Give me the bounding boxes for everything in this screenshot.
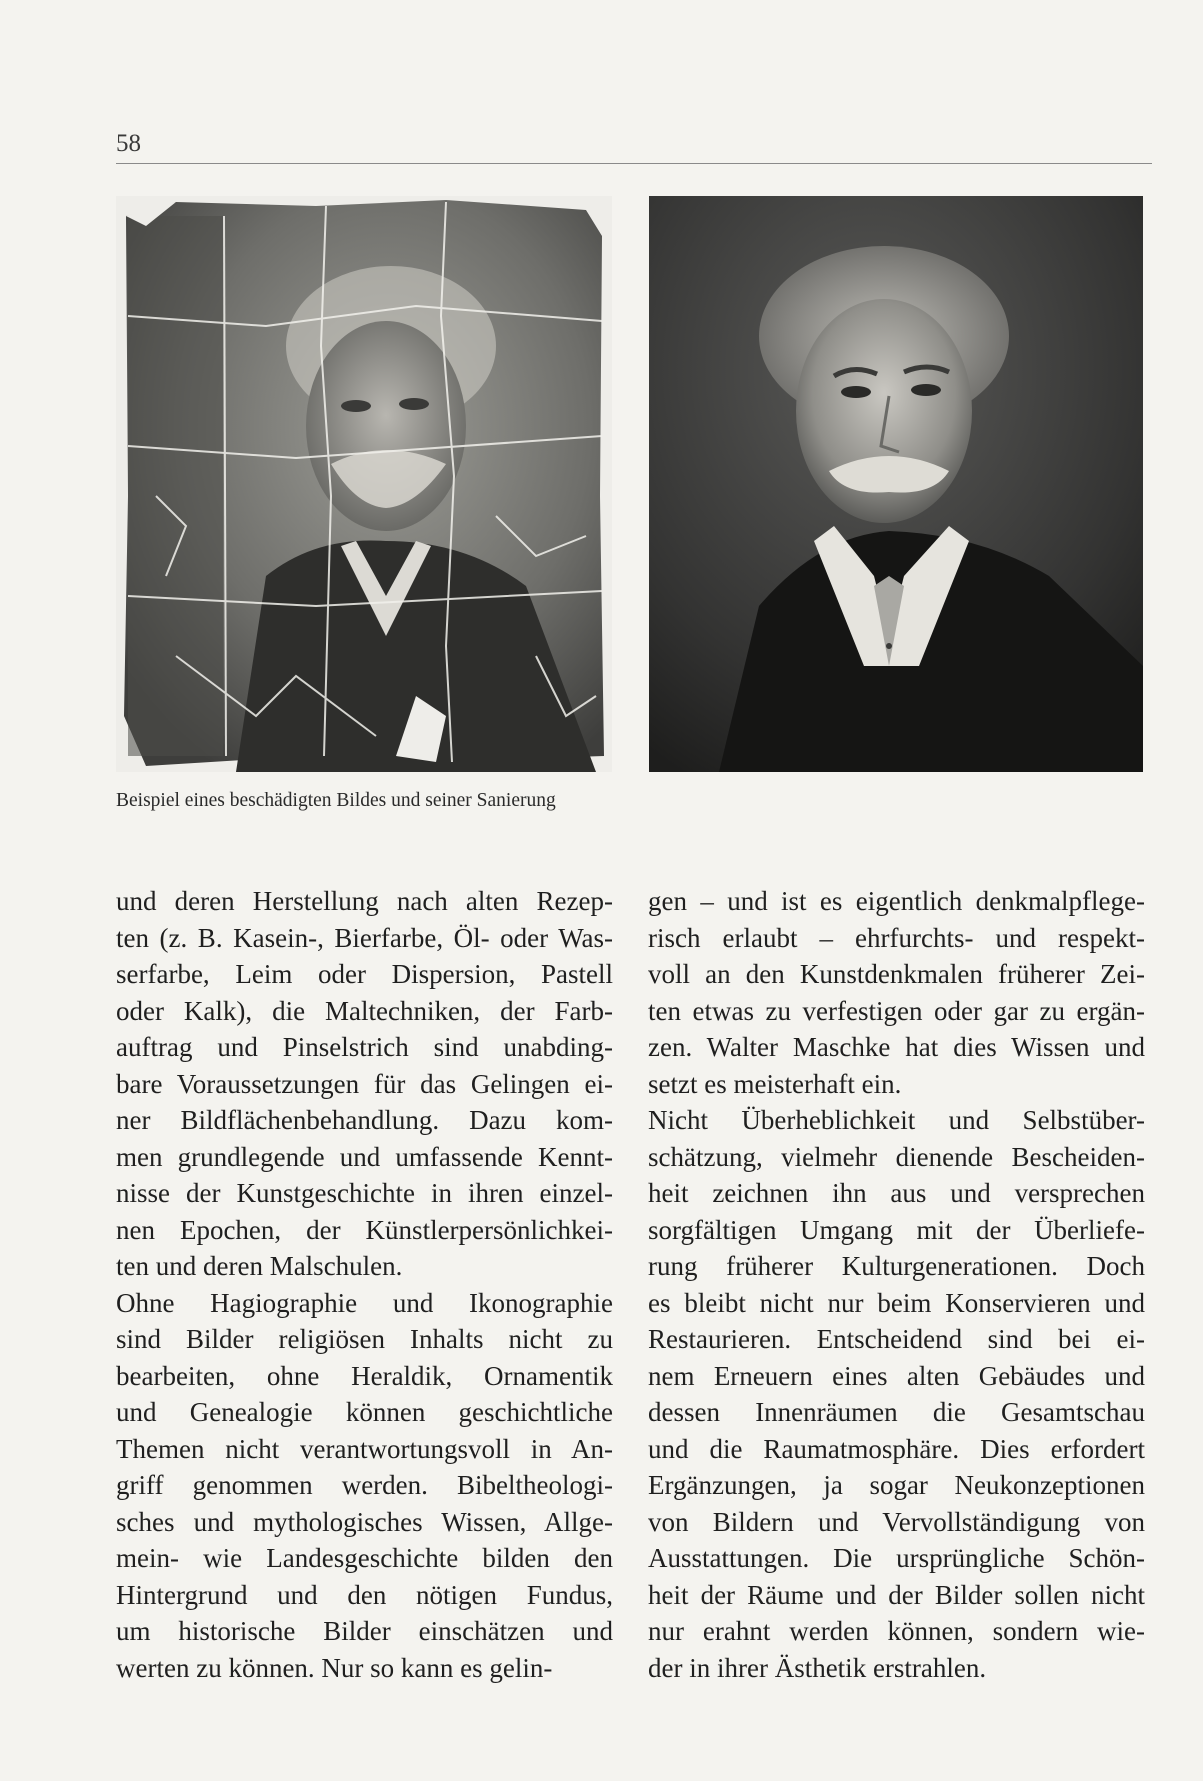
- text-line: heit der Räume und der Bilder sollen nicht: [648, 1579, 1145, 1610]
- text-line: sind Bilder religiösen Inhalts nicht zu: [116, 1324, 613, 1354]
- text-line: setzt es meisterhaft ein.: [648, 1068, 902, 1099]
- text-line: Ohne Hagiographie und Ikonographie: [116, 1287, 613, 1318]
- page-number: 58: [116, 130, 141, 157]
- text-line: sches und mythologisches Wissen, Allge-: [116, 1506, 613, 1537]
- text-line: Nicht Überheblichkeit und Selbstüber-: [648, 1105, 1145, 1135]
- text-line: nisse der Kunstgeschichte in ihren einzel-: [116, 1178, 613, 1208]
- text-line: bare Voraussetzungen für das Gelingen ei-: [116, 1068, 613, 1099]
- text-line: nen Epochen, der Künstlerpersönlichkei-: [116, 1214, 613, 1245]
- text-line: es bleibt nicht nur beim Konservieren und: [648, 1287, 1145, 1318]
- text-line: Ergänzungen, ja sogar Neukonzeptionen: [648, 1470, 1145, 1500]
- text-line: von Bildern und Vervollständigung von: [648, 1506, 1145, 1537]
- text-line: und Genealogie können geschichtliche: [116, 1397, 613, 1427]
- text-line: risch erlaubt – ehrfurchts- und respekt-: [648, 922, 1145, 953]
- text-line: sorgfältigen Umgang mit der Überliefe-: [648, 1214, 1145, 1245]
- text-line: Hintergrund und den nötigen Fundus,: [116, 1579, 613, 1610]
- text-line: werten zu können. Nur so kann es gelin-: [116, 1652, 553, 1683]
- text-line: um historische Bilder einschätzen und: [116, 1616, 613, 1646]
- text-line: zen. Walter Maschke hat dies Wissen und: [648, 1032, 1145, 1062]
- text-line: gen – und ist es eigentlich denkmalpflege-: [648, 886, 1145, 916]
- text-line: der in ihrer Ästhetik erstrahlen.: [648, 1652, 987, 1683]
- damaged-portrait-image: [116, 196, 612, 772]
- text-line: serfarbe, Leim oder Dispersion, Pastell: [116, 959, 613, 989]
- text-line: und die Raumatmosphäre. Dies erfordert: [648, 1433, 1145, 1464]
- text-line: nur erahnt werden können, sondern wie-: [648, 1616, 1145, 1646]
- text-line: bearbeiten, ohne Heraldik, Ornamentik: [116, 1360, 613, 1391]
- text-line: nem Erneuern eines alten Gebäudes und: [648, 1360, 1145, 1391]
- text-line: men grundlegende und umfassende Kennt-: [116, 1141, 613, 1172]
- text-line: dessen Innenräumen die Gesamtschau: [648, 1397, 1145, 1427]
- text-line: ten und deren Malschulen.: [116, 1251, 403, 1281]
- restored-portrait-image: [649, 196, 1143, 772]
- text-line: und deren Herstellung nach alten Rezep-: [116, 886, 613, 916]
- text-line: Ausstattungen. Die ursprüngliche Schön-: [648, 1543, 1145, 1573]
- figure-caption: Beispiel eines beschädigten Bildes und seiner Sanierung: [116, 790, 556, 811]
- text-line: ner Bildflächenbehandlung. Dazu kom-: [116, 1105, 613, 1135]
- text-line: rung früherer Kulturgenerationen. Doch: [648, 1251, 1145, 1281]
- text-line: Restaurieren. Entscheidend sind bei ei-: [648, 1324, 1145, 1354]
- text-line: schätzung, vielmehr dienende Bescheiden-: [648, 1141, 1145, 1172]
- text-column-right: [648, 883, 1145, 1686]
- text-column-left: [116, 883, 613, 1686]
- text-line: heit zeichnen ihn aus und versprechen: [648, 1178, 1145, 1208]
- header-rule: [116, 163, 1152, 164]
- text-line: Themen nicht verantwortungsvoll in An-: [116, 1433, 613, 1464]
- text-line: mein- wie Landesgeschichte bilden den: [116, 1543, 613, 1573]
- text-line: griff genommen werden. Bibeltheologi-: [116, 1470, 613, 1500]
- text-line: ten (z. B. Kasein-, Bierfarbe, Öl- oder Was-: [116, 922, 613, 953]
- text-line: voll an den Kunstdenkmalen früherer Zei-: [648, 959, 1145, 989]
- text-line: oder Kalk), die Maltechniken, der Farb-: [116, 995, 613, 1026]
- text-line: auftrag und Pinselstrich sind unabding-: [116, 1032, 613, 1062]
- text-line: ten etwas zu verfestigen oder gar zu ergän-: [648, 995, 1145, 1026]
